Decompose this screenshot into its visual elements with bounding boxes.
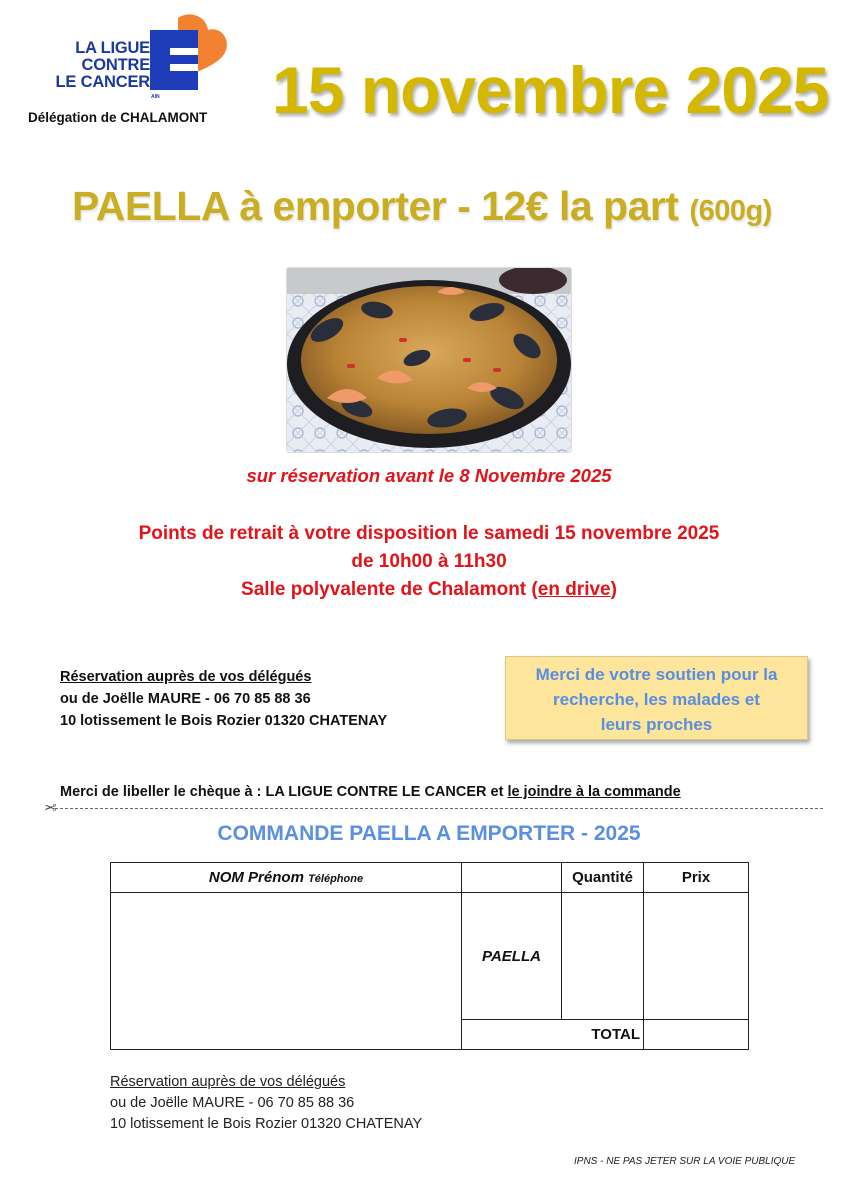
- order-form-table: [110, 862, 749, 1050]
- total-label: TOTAL: [462, 1020, 644, 1050]
- ligue-contre-le-cancer-logo: [28, 12, 238, 125]
- delegation-label: Délégation de CHALAMONT: [28, 110, 208, 125]
- paella-photo: [287, 268, 571, 452]
- offer-title: [72, 183, 772, 230]
- cheque-attach-note: le joindre à la commande: [507, 784, 681, 800]
- contact-name-phone: ou de Joëlle MAURE - 06 70 85 88 36: [60, 691, 311, 707]
- contact-block-bottom: [110, 1072, 422, 1135]
- event-date-title: 15 novembre 2025: [272, 53, 829, 127]
- contact-heading: Réservation auprès de vos délégués: [60, 669, 312, 685]
- thanks-line-1: Merci de votre soutien pour la: [535, 665, 778, 684]
- logo-wordmark: [46, 40, 150, 91]
- header-name: [111, 863, 462, 893]
- thanks-line-3: leurs proches: [600, 715, 713, 734]
- contact-address: 10 lotissement le Bois Rozier 01320 CHATENAY: [60, 713, 388, 729]
- logo-line-2: CONTRE: [81, 56, 150, 74]
- offer-weight: (600g): [689, 195, 772, 227]
- item-cell: PAELLA: [462, 893, 562, 1020]
- thanks-box: [505, 656, 808, 740]
- pickup-line-2: de 10h00 à 11h30: [351, 551, 507, 572]
- pickup-mode: en drive: [537, 579, 611, 600]
- offer-title-main: PAELLA à emporter - 12€ la part: [72, 183, 679, 229]
- pickup-location: Salle polyvalente de Chalamont (: [241, 579, 538, 600]
- header-phone-label: Téléphone: [308, 873, 364, 885]
- pickup-close-paren: ): [610, 579, 617, 600]
- reservation-deadline: sur réservation avant le 8 Novembre 2025: [246, 465, 612, 486]
- cheque-instructions: [60, 784, 681, 800]
- header-name-label: NOM Prénom: [208, 869, 304, 886]
- contact-bottom-name-phone: ou de Joëlle MAURE - 06 70 85 88 36: [110, 1095, 355, 1111]
- header-quantity: Quantité: [562, 863, 644, 893]
- cut-line: [55, 808, 823, 809]
- contact-bottom-heading: Réservation auprès de vos délégués: [110, 1074, 346, 1090]
- pickup-info: [0, 520, 858, 604]
- order-form-title: COMMANDE PAELLA A EMPORTER - 2025: [217, 822, 641, 845]
- contact-block: [60, 666, 387, 732]
- order-form-header-row: [111, 863, 749, 893]
- logo-region: AIN: [151, 94, 160, 100]
- cheque-payee: Merci de libeller le chèque à : LA LIGUE CONTRE LE CANCER et: [60, 784, 508, 800]
- thanks-line-2: recherche, les malades et: [553, 690, 760, 709]
- heart-logo-icon: [150, 12, 230, 92]
- ipns-footer: IPNS - NE PAS JETER SUR LA VOIE PUBLIQUE: [574, 1156, 796, 1167]
- price-field[interactable]: [644, 893, 749, 1020]
- order-form-entry-row: [111, 893, 749, 1020]
- quantity-field[interactable]: [562, 893, 644, 1020]
- name-phone-field[interactable]: [111, 893, 462, 1050]
- scissors-icon: ✂: [44, 798, 57, 815]
- pickup-line-3: [0, 576, 858, 604]
- logo-line-1: LA LIGUE: [75, 39, 150, 57]
- header-price: Prix: [644, 863, 749, 893]
- contact-bottom-address: 10 lotissement le Bois Rozier 01320 CHATENAY: [110, 1116, 423, 1132]
- logo-line-3: LE CANCER: [55, 73, 150, 91]
- total-field[interactable]: [644, 1020, 749, 1050]
- header-item: [462, 863, 562, 893]
- pickup-line-1: Points de retrait à votre disposition le samedi 15 novembre 2025: [138, 523, 720, 544]
